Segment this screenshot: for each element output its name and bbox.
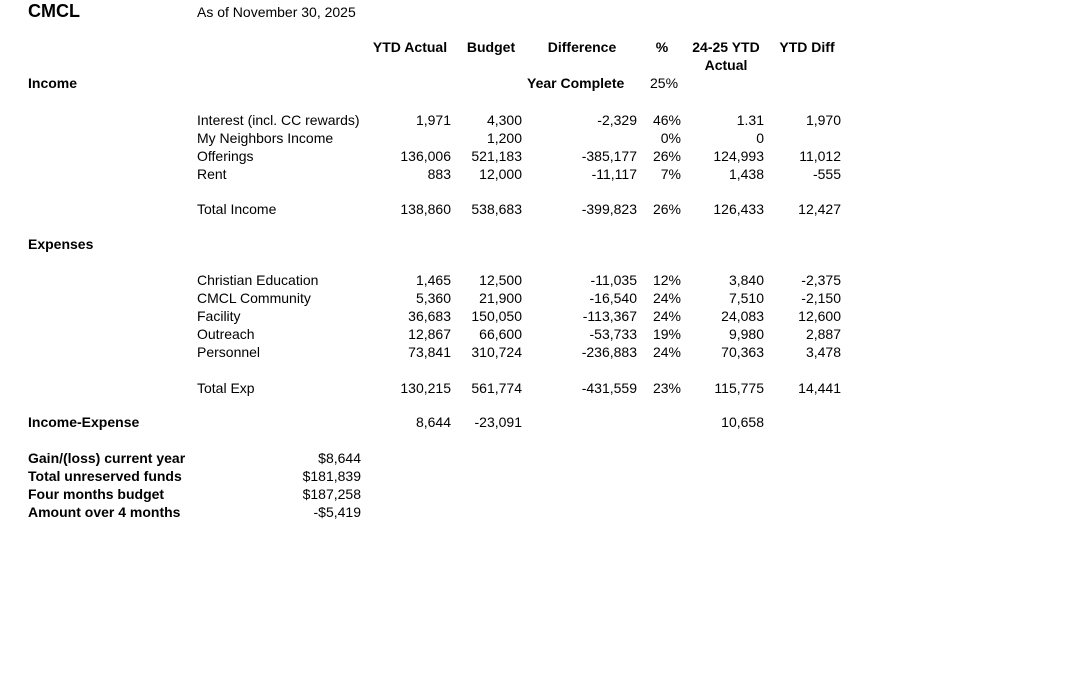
row-prev-ytd: 24,083 (721, 308, 764, 324)
row-budget: 310,724 (471, 344, 522, 360)
col-difference: Difference (547, 39, 617, 55)
summary-value: $187,258 (302, 486, 361, 502)
row-ytd: 1,971 (415, 112, 451, 128)
net-budget: -23,091 (474, 414, 522, 430)
summary-value: -$5,419 (313, 504, 361, 520)
row-prev-ytd: 3,840 (728, 272, 764, 288)
row-pct: 0% (660, 130, 681, 146)
row-prev-ytd: 9,980 (728, 326, 764, 342)
row-pct: 46% (652, 112, 681, 128)
row-ytd: 1,465 (415, 272, 451, 288)
row-budget: 150,050 (471, 308, 522, 324)
row-name: Rent (197, 166, 227, 182)
year-complete-label: Year Complete (527, 75, 625, 91)
row-prev-ytd: 124,993 (713, 148, 764, 164)
net-prev: 10,658 (721, 414, 764, 430)
summary-label: Gain/(loss) current year (28, 450, 186, 466)
org-title: CMCL (28, 1, 80, 21)
row-budget: 66,600 (479, 326, 522, 342)
row-ytd-diff: -2,150 (801, 290, 841, 306)
row-budget: 12,000 (479, 166, 522, 182)
row-prev-ytd: 115,775 (714, 380, 764, 396)
row-difference: -399,823 (581, 201, 637, 217)
row-ytd-diff: -555 (812, 166, 841, 182)
col-prev-ytd-sub: Actual (704, 57, 748, 73)
col-ytd-actual: YTD Actual (372, 39, 448, 55)
row-name: Total Exp (197, 380, 255, 396)
summary-label: Four months budget (28, 486, 165, 502)
row-difference: -11,035 (590, 272, 637, 288)
row-difference: -53,733 (589, 326, 637, 342)
row-pct: 23% (652, 380, 681, 396)
row-prev-ytd: 126,433 (713, 201, 764, 217)
row-budget: 521,183 (471, 148, 522, 164)
row-pct: 12% (652, 272, 681, 288)
row-ytd-diff: 14,441 (798, 380, 841, 396)
row-name: Outreach (197, 326, 255, 342)
col-pct: % (655, 39, 669, 55)
row-pct: 7% (660, 166, 681, 182)
row-budget: 12,500 (479, 272, 522, 288)
row-pct: 26% (652, 148, 681, 164)
row-budget: 1,200 (486, 130, 522, 146)
row-difference: -113,367 (582, 308, 637, 324)
row-budget: 538,683 (471, 201, 522, 217)
net-ytd: 8,644 (415, 414, 451, 430)
row-prev-ytd: 70,363 (721, 344, 764, 360)
row-ytd: 73,841 (408, 344, 451, 360)
row-ytd: 136,006 (400, 148, 451, 164)
row-pct: 26% (652, 201, 681, 217)
row-ytd: 36,683 (408, 308, 451, 324)
row-name: Personnel (197, 344, 261, 360)
net-label: Income-Expense (28, 414, 140, 430)
row-ytd: 138,860 (400, 201, 451, 217)
row-name: Facility (197, 308, 241, 324)
row-pct: 24% (652, 344, 681, 360)
summary-label: Amount over 4 months (28, 504, 181, 520)
row-name: Offerings (197, 148, 254, 164)
row-prev-ytd: 0 (756, 130, 764, 146)
row-ytd: 12,867 (408, 326, 451, 342)
row-ytd-diff: -2,375 (801, 272, 841, 288)
row-name: My Neighbors Income (197, 130, 334, 146)
row-ytd-diff: 12,427 (798, 201, 841, 217)
col-budget: Budget (466, 39, 516, 55)
row-name: CMCL Community (197, 290, 311, 306)
row-ytd-diff: 11,012 (799, 148, 841, 164)
row-prev-ytd: 7,510 (728, 290, 764, 306)
row-difference: -236,883 (581, 344, 637, 360)
row-name: Christian Education (197, 272, 319, 288)
row-prev-ytd: 1,438 (728, 166, 764, 182)
row-ytd: 5,360 (415, 290, 451, 306)
col-prev-ytd: 24-25 YTD (692, 39, 760, 55)
row-budget: 4,300 (486, 112, 522, 128)
row-prev-ytd: 1.31 (736, 112, 764, 128)
row-pct: 19% (652, 326, 681, 342)
row-ytd-diff: 2,887 (805, 326, 841, 342)
summary-value: $8,644 (318, 450, 361, 466)
row-ytd-diff: 1,970 (805, 112, 841, 128)
row-budget: 561,774 (471, 380, 522, 396)
row-pct: 24% (652, 290, 681, 306)
row-ytd-diff: 3,478 (805, 344, 841, 360)
row-difference: -431,559 (581, 380, 637, 396)
row-difference: -2,329 (597, 112, 637, 128)
row-difference: -11,117 (591, 166, 637, 182)
row-difference: -385,177 (581, 148, 637, 164)
row-budget: 21,900 (479, 290, 522, 306)
row-pct: 24% (652, 308, 681, 324)
summary-label: Total unreserved funds (28, 468, 182, 484)
col-ytd-diff: YTD Diff (779, 39, 835, 55)
row-ytd-diff: 12,600 (798, 308, 841, 324)
row-ytd: 883 (427, 166, 451, 182)
row-difference: -16,540 (589, 290, 637, 306)
summary-value: $181,839 (302, 468, 361, 484)
row-ytd: 130,215 (400, 380, 451, 396)
year-complete-pct: 25% (650, 75, 679, 91)
row-name: Total Income (197, 201, 277, 217)
row-name: Interest (incl. CC rewards) (197, 112, 360, 128)
income-heading: Income (28, 75, 78, 91)
report-date: As of November 30, 2025 (197, 4, 356, 20)
expenses-heading: Expenses (28, 236, 94, 252)
